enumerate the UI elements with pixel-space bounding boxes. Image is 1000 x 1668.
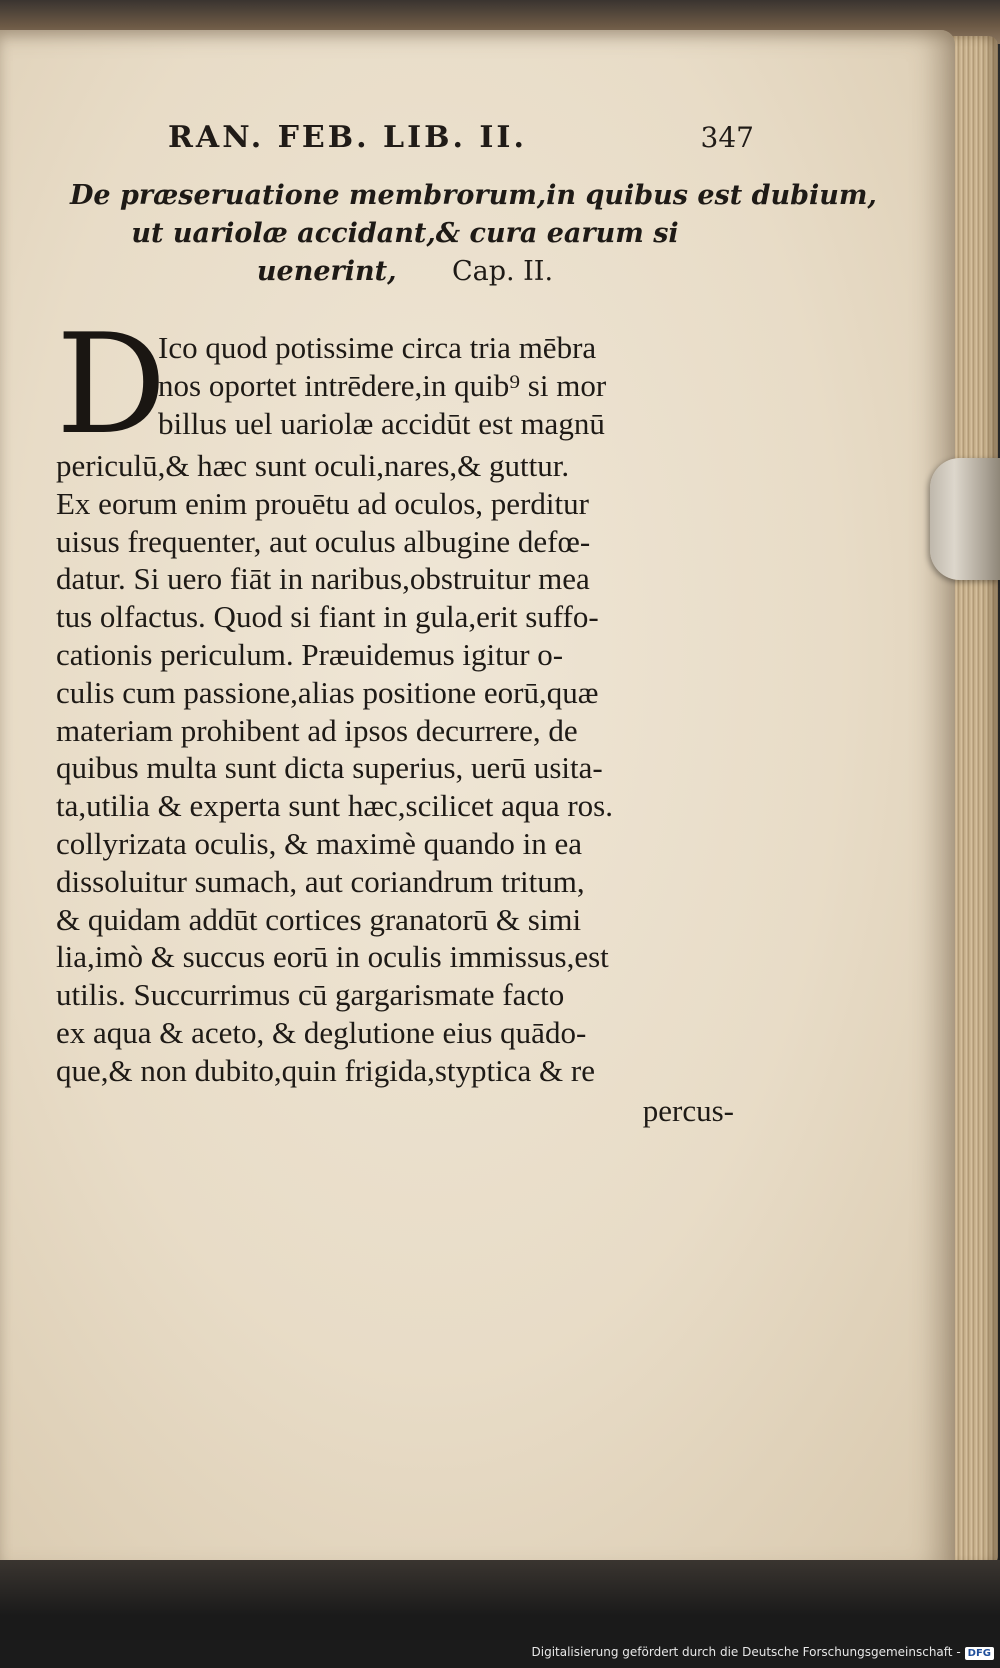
text-line: quibus multa sunt dicta superius, uerū usita- bbox=[56, 750, 603, 786]
text-line: & quidam addūt cortices granatorū & simi bbox=[56, 901, 582, 937]
scan-bottom-shadow bbox=[0, 1560, 1000, 1640]
catchword: percus- bbox=[642, 1092, 734, 1128]
chapter-title-line bbox=[70, 253, 740, 291]
text-line: dissoluitur sumach, aut coriandrum tritum, bbox=[56, 863, 585, 899]
text-line: materiam prohibent ad ipsos decurrere, de bbox=[56, 712, 578, 748]
text-line: nos oportet intrēdere,in quib⁹ si mor bbox=[158, 367, 607, 403]
chapter-title-line: ut uariolæ accidant,& cura earum si bbox=[131, 218, 679, 249]
text-line: utilis. Succurrimus cū gargarismate facto bbox=[56, 977, 565, 1013]
text-line: periculū,& hæc sunt oculi,nares,& guttur. bbox=[56, 448, 570, 483]
chapter-title-line-text: uenerint, bbox=[256, 256, 397, 287]
text-line: que,& non dubito,quin frigida,styptica & re bbox=[56, 1052, 595, 1088]
credit-text: Digitalisierung gefördert durch die Deutsche Forschungsgemeinschaft - bbox=[531, 1645, 961, 1659]
chapter-title bbox=[50, 177, 877, 291]
text-line: Ex eorum enim prouētu ad oculos, perditur bbox=[56, 485, 589, 521]
text-line: Ico quod potissime circa tria mēbra bbox=[158, 330, 597, 365]
text-line: ex aqua & aceto, & deglutione eius quādo- bbox=[56, 1014, 587, 1050]
text-line: collyrizata oculis, & maximè quando in ea bbox=[56, 825, 582, 861]
text-line: lia,imò & succus eorū in oculis immissus,est bbox=[56, 939, 609, 975]
page-number: 347 bbox=[700, 121, 754, 154]
running-head-title: RAN. FEB. LIB. II. bbox=[168, 120, 527, 155]
chapter-title-line: De præseruatione membrorum,in quibus est dubium, bbox=[70, 180, 877, 211]
body-text bbox=[50, 304, 740, 1129]
page-text-block bbox=[50, 120, 877, 1129]
digitization-credit bbox=[532, 1645, 995, 1660]
text-line: uisus frequenter, aut oculus albugine defœ- bbox=[56, 523, 591, 559]
text-line: datur. Si uero fiāt in naribus,obstruitur mea bbox=[56, 561, 590, 597]
page-clip-marker bbox=[930, 458, 1000, 580]
drop-cap-initial: D bbox=[56, 304, 167, 465]
text-line: tus olfactus. Quod si fiant in gula,erit suffo- bbox=[56, 599, 599, 635]
text-line: cationis periculum. Præuidemus igitur o- bbox=[56, 636, 564, 672]
text-line: ta,utilia & experta sunt hæc,scilicet aqua ros. bbox=[56, 788, 613, 824]
running-head bbox=[50, 120, 754, 155]
text-line: billus uel uariolæ accidūt est magnū bbox=[158, 405, 605, 441]
chapter-number: Cap. II. bbox=[451, 256, 554, 287]
text-line: culis cum passione,alias positione eorū,quæ bbox=[56, 674, 599, 710]
dfg-logo: DFG bbox=[965, 1647, 994, 1660]
